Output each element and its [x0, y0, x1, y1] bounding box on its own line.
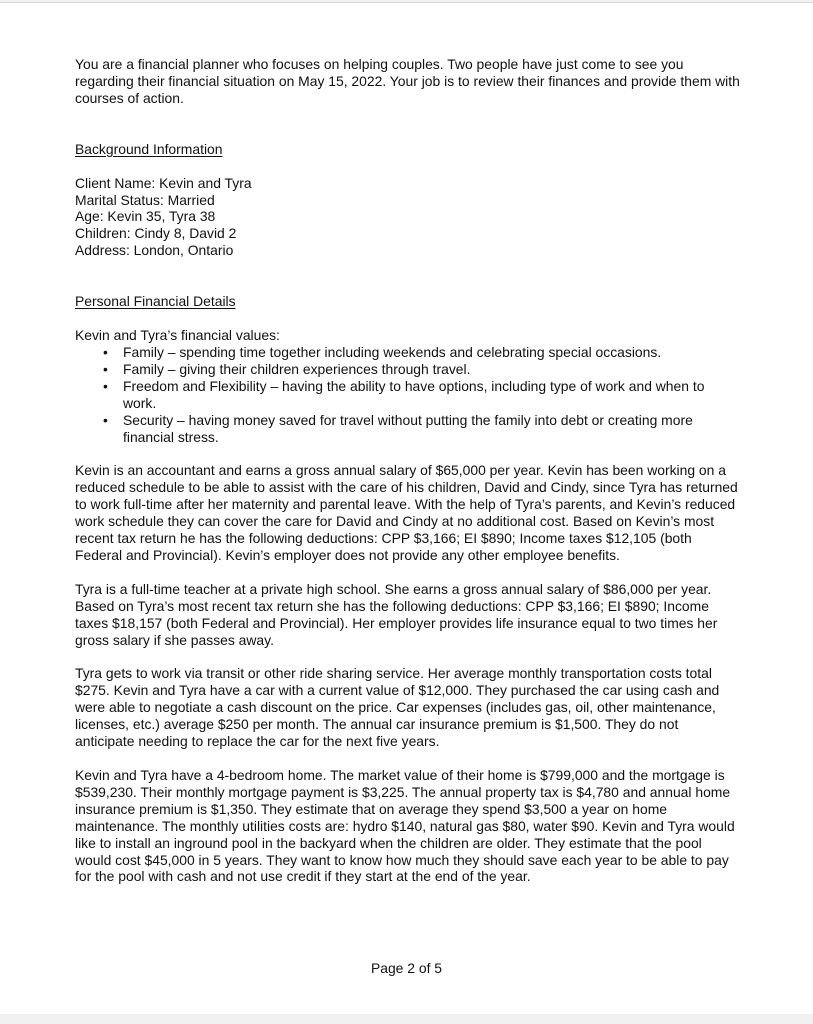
bullet-icon: • — [103, 377, 108, 394]
children-line: Children: Cindy 8, David 2 — [75, 225, 237, 242]
home-paragraph: Kevin and Tyra have a 4-bedroom home. The market value of their home is $799,000 and the mortgage is $539,230. Their monthly mortgage payment is $3,225. The annual property tax is $4,780 and annual home insurance premium is $1,350. They estimate that on average they spend $3,500 a year on home maintenance. The monthly utilities costs are: hydro $140, natural gas $80, water $90. Kevin and Tyra would like to install an inground pool in the backyard when the children are older. They estimate that the pool would cost $45,000 in 5 years. They want to know how much they should save each year to be able to pay for the pool with cash and not use credit if they start at the end of the year. — [75, 767, 735, 885]
document-page — [0, 2, 813, 1014]
marital-status-line: Marital Status: Married — [75, 191, 215, 208]
background-heading: Background Information — [75, 140, 223, 157]
client-name-line: Client Name: Kevin and Tyra — [75, 174, 252, 191]
value-text: Family – spending time together including weekends and celebrating special occasions. — [123, 343, 662, 360]
transportation-paragraph: Tyra gets to work via transit or other ride sharing service. Her average monthly transportation costs total $275. Kevin and Tyra have a car with a current value of $12,000. They purchased the car using cash and were able to negotiate a cash discount on the price. Car expenses (includes gas, oil, other maintenance, licenses, etc.) average $250 per month. The annual car insurance premium is $1,500. They do not anticipate needing to replace the car for the next five years. — [75, 665, 720, 750]
list-item — [75, 412, 741, 446]
value-text: Security – having money saved for travel without putting the family into debt or creating more financial stress. — [123, 411, 693, 445]
list-item — [75, 344, 741, 361]
age-line: Age: Kevin 35, Tyra 38 — [75, 208, 216, 225]
bullet-icon: • — [103, 411, 108, 428]
value-text: Freedom and Flexibility – having the ability to have options, including type of work and when to work. — [123, 377, 705, 411]
values-intro: Kevin and Tyra’s financial values: — [75, 327, 280, 344]
values-list — [75, 344, 741, 445]
personal-details-heading: Personal Financial Details — [75, 293, 236, 310]
bullet-icon: • — [103, 343, 108, 360]
value-text: Family – giving their children experiences through travel. — [123, 360, 471, 377]
kevin-employment-paragraph: Kevin is an accountant and earns a gross annual salary of $65,000 per year. Kevin has been working on a reduced schedule to be able to assist with the care of his children, David and Cindy, since Tyra has returned to work full-time after her maternity and parental leave. With the help of Tyra’s parents, and Kevin’s reduced work schedule they can cover the care for David and Cindy at no additional cost. Based on Kevin’s most recent tax return he has the following deductions: CPP $3,166; EI $890; Income taxes $12,105 (both Federal and Provincial). Kevin’s employer does not provide any other employee benefits. — [75, 462, 738, 563]
list-item — [75, 378, 741, 412]
page-number: Page 2 of 5 — [370, 960, 443, 976]
address-line: Address: London, Ontario — [75, 242, 234, 259]
document-body — [75, 56, 741, 885]
tyra-employment-paragraph: Tyra is a full-time teacher at a private high school. She earns a gross annual salary of $86,000 per year. Based on Tyra’s most recent tax return she has the following deductions: CPP $3,166; EI $890; Income taxes $18,157 (both Federal and Provincial). Her employer provides life insurance equal to two times her gross salary if she passes away. — [75, 580, 718, 648]
list-item — [75, 361, 741, 378]
bullet-icon: • — [103, 360, 108, 377]
intro-paragraph: You are a financial planner who focuses on helping couples. Two people have just come to see you regarding their financial situation on May 15, 2022. Your job is to review their finances and provide them with courses of action. — [75, 56, 740, 106]
